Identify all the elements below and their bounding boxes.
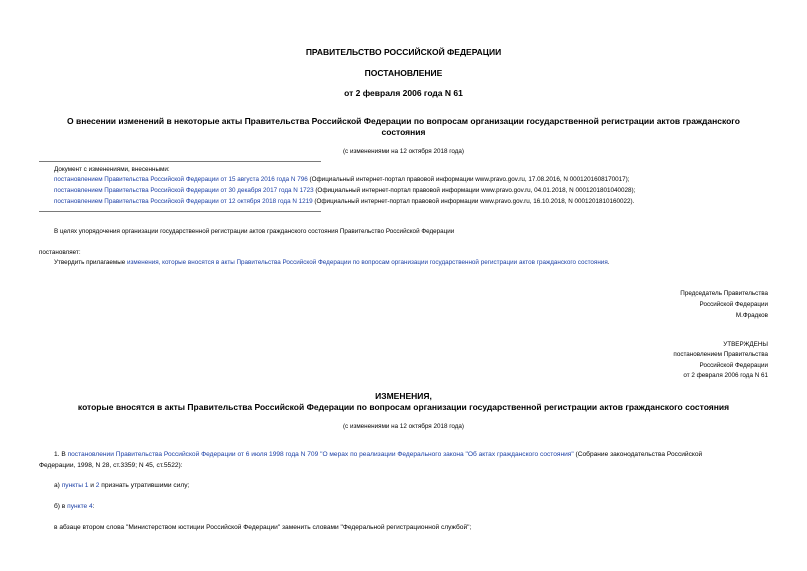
change-link[interactable]: постановлением Правительства Российской Федерации от 12 октября 2018 года N 1219 xyxy=(54,198,313,205)
subpoint-b-link[interactable]: пункте 4 xyxy=(67,503,93,510)
decides-text: постановляет: xyxy=(39,249,81,256)
annex-revision-note: (с изменениями на 12 октября 2018 года) xyxy=(342,423,465,430)
approved-by: постановлением Правительства xyxy=(673,351,768,358)
subpoint-b-text: в абзаце втором слова "Министерством юстиции Российской Федерации" заменить словами "Федеральной регистрационной службой"; xyxy=(54,524,472,531)
changes-top-rule xyxy=(39,161,321,162)
document-type: ПОСТАНОВЛЕНИЕ xyxy=(364,68,443,78)
annex-title: ИЗМЕНЕНИЯ, xyxy=(375,391,432,401)
changes-bottom-rule xyxy=(39,211,321,212)
point-1-prefix: 1. В xyxy=(54,451,68,458)
change-link[interactable]: постановлением Правительства Российской Федерации от 30 декабря 2017 года N 1723 xyxy=(54,187,314,194)
government-heading: ПРАВИТЕЛЬСТВО РОССИЙСКОЙ ФЕДЕРАЦИИ xyxy=(305,47,502,57)
signature-position: Председатель Правительства xyxy=(680,290,768,297)
subpoint-a-mid: и xyxy=(88,482,96,489)
annex-point-1-line2: Федерации, 1998, N 28, ст.3359; N 45, ст.5522): xyxy=(39,462,183,469)
change-item xyxy=(54,176,630,183)
approve-prefix: Утвердить прилагаемые xyxy=(54,259,127,266)
point-1-suffix: (Собрание законодательства Российской xyxy=(573,451,703,458)
change-link[interactable]: постановлением Правительства Российской Федерации от 15 августа 2016 года N 796 xyxy=(54,176,308,183)
approve-suffix: . xyxy=(607,259,610,266)
change-source: (Официальный интернет-портал правовой информации www.pravo.gov.ru, 17.08.2016, N 0001201608170017); xyxy=(307,176,630,183)
change-item xyxy=(54,187,635,194)
approved-date: от 2 февраля 2006 года N 61 xyxy=(683,372,768,379)
subpoint-a-prefix: а) xyxy=(54,482,62,489)
change-source: (Официальный интернет-портал правовой информации www.pravo.gov.ru, 04.01.2018, N 0001201801040028); xyxy=(313,187,636,194)
signature-name: М.Фрадков xyxy=(735,312,768,319)
subpoint-b-suffix: : xyxy=(92,503,95,510)
change-item xyxy=(54,198,634,205)
subpoint-b xyxy=(54,503,95,510)
approved-country: Российской Федерации xyxy=(699,362,768,369)
subpoint-a-suffix: признать утратившими силу; xyxy=(99,482,190,489)
annex-point-1 xyxy=(54,451,702,458)
subpoint-b-prefix: б) в xyxy=(54,503,68,510)
point-1-link[interactable]: постановлении Правительства Российской Федерации от 6 июля 1998 года N 709 "О мерах по реализации Федерального закона "Об актах гражданского состояния" xyxy=(67,451,574,458)
purpose-paragraph: В целях упорядочения организации государственной регистрации актов гражданского состояния Правительство Российской Федерации xyxy=(54,228,455,235)
document-title-line2: состояния xyxy=(381,127,426,137)
annex-subtitle: которые вносятся в акты Правительства Российской Федерации по вопросам организации государственной регистрации актов гражданского состояния xyxy=(77,402,730,412)
subpoint-a-link-2[interactable]: 2 xyxy=(95,482,100,489)
revision-note: (с изменениями на 12 октября 2018 года) xyxy=(342,148,465,155)
subpoint-a xyxy=(54,482,189,489)
approve-link[interactable]: изменения, которые вносятся в акты Правительства Российской Федерации по вопросам организации государственной регистрации актов гражданского состояния xyxy=(127,259,608,266)
subpoint-a-link-1[interactable]: пункты 1 xyxy=(61,482,89,489)
document-title-line1: О внесении изменений в некоторые акты Правительства Российской Федерации по вопросам организации государственной регистрации актов гражданского xyxy=(67,116,740,126)
changes-intro: Документ с изменениями, внесенными: xyxy=(54,166,170,173)
change-source: (Официальный интернет-портал правовой информации www.pravo.gov.ru, 16.10.2018, N 0001201810160022). xyxy=(312,198,635,205)
signature-country: Российской Федерации xyxy=(699,301,768,308)
approved-label: УТВЕРЖДЕНЫ xyxy=(723,341,768,348)
approve-paragraph xyxy=(54,259,610,266)
document-date-number: от 2 февраля 2006 года N 61 xyxy=(344,88,463,98)
